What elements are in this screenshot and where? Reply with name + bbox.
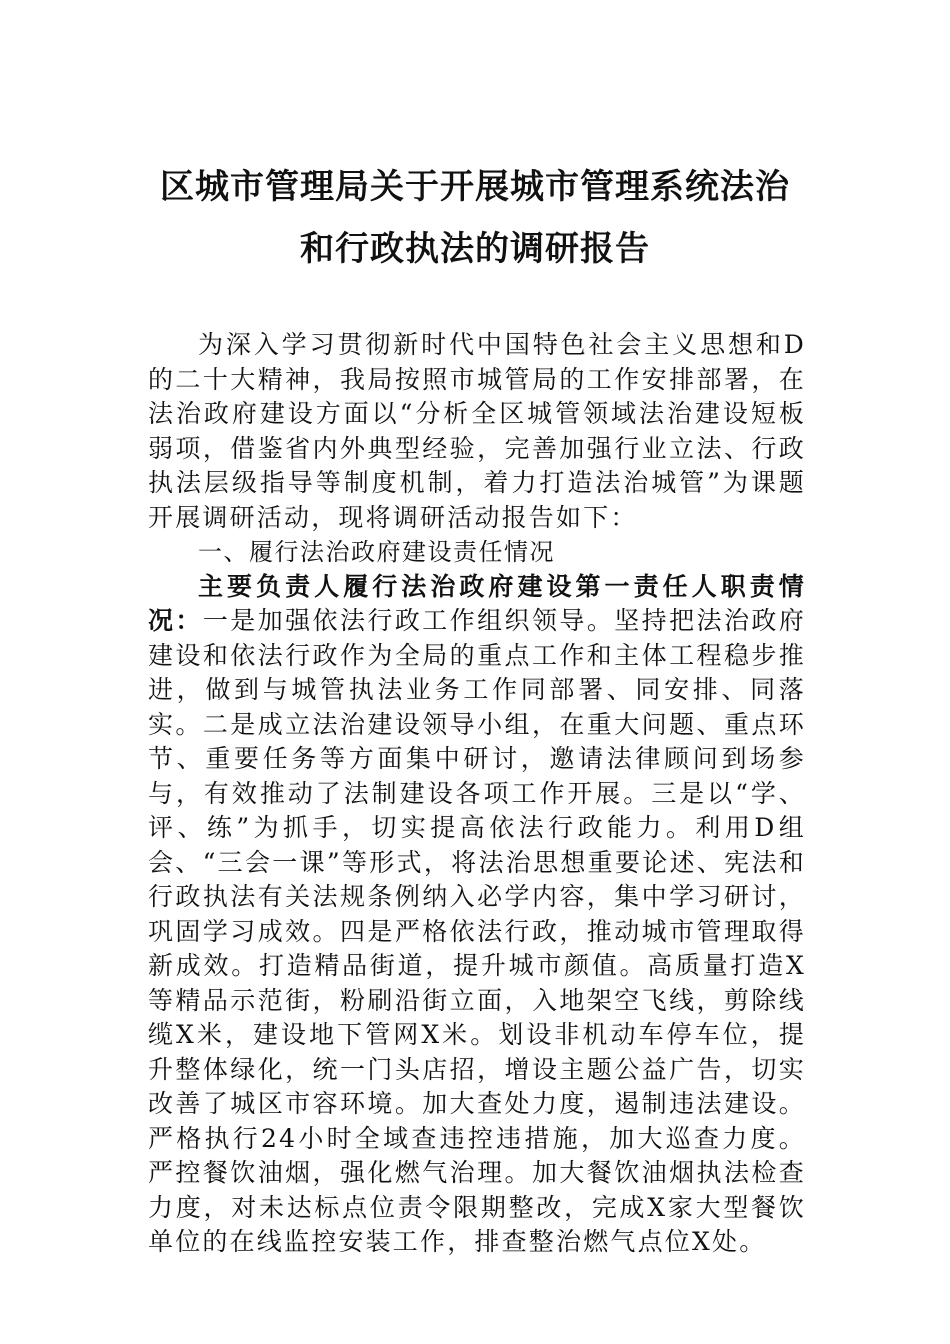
section-1-lead: 主要负责人履行法治政府建设第一责任人职责情况： [148, 571, 806, 635]
document-body [148, 328, 806, 1260]
section-1-paragraph [148, 570, 806, 1260]
section-heading-1: 一、履行法治政府建设责任情况 [198, 538, 555, 566]
document-title-line-1: 区城市管理局关于开展城市管理系统法治 [160, 167, 790, 207]
intro-paragraph: 为深入学习贯彻新时代中国特色社会主义思想和D的二十大精神，我局按照市城管局的工作安排部署，在法治政府建设方面以“分析全区城管领域法治建设短板弱项，借鉴省内外典型经验，完善加强行业立法、行政执法层级指导等制度机制，着力打造法治城管”为课题开展调研活动，现将调研活动报告如下： [148, 330, 806, 532]
document-title-line-2: 和行政执法的调研报告 [300, 229, 650, 269]
section-1-body: 一是加强依法行政工作组织领导。坚持把法治政府建设和依法行政作为全局的重点工作和主体工程稳步推进，做到与城管执法业务工作同部署、同安排、同落实。二是成立法治建设领导小组，在重大问题、重点环节、重要任务等方面集中研讨，邀请法律顾问到场参与，有效推动了法制建设各项工作开展。三是以“学、评、练”为抓手，切实提高依法行政能力。利用D组会、“三会一课”等形式，将法治思想重要论述、宪法和行政执法有关法规条例纳入必学内容，集中学习研讨，巩固学习成效。四是严格依法行政，推动城市管理取得新成效。打造精品街道，提升城市颜值。高质量打造X等精品示范街，粉刷沿街立面，入地架空飞线，剪除线缆X米，建设地下管网X米。划设非机动车停车位，提升整体绿化，统一门头店招，增设主题公益广告，切实改善了城区市容环境。加大查处力度，遏制违法建设。严格执行24小时全域查违控违措施，加大巡查力度。严控餐饮油烟，强化燃气治理。加大餐饮油烟执法检查力度，对未达标点位责令限期整改，完成X家大型餐饮单位的在线监控安装工作，排查整治燃气点位X处。 [148, 606, 806, 1256]
